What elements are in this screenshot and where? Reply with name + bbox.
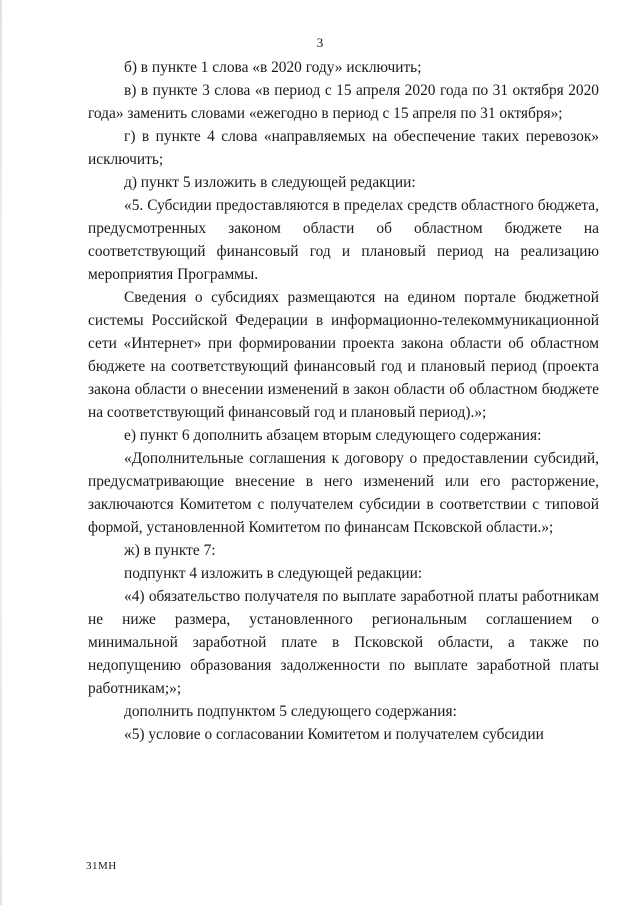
paragraph-additional-agreements: «Дополнительные соглашения к договору о предоставлении субсидий, предусматривающие внесение в него изменений или его расторжение, заключаются Комитетом с получателем субсидии в соответствии с типовой формой, установленной Комитетом по финансам Псковской области.»;: [88, 450, 599, 536]
paragraph-subclause-5-intro: дополнить подпунктом 5 следующего содержания:: [124, 703, 457, 720]
document-body: [88, 56, 599, 746]
paragraph-subsidy-information: Сведения о субсидиях размещаются на едином портале бюджетной системы Российской Федерации в информационно-телекоммуникационной сети «Интернет» при формировании проекта закона области об областном бюджете на соответствующий финансовый год и плановый период (проекта закона области о внесении изменений в закон области об областном бюджете на соответствующий финансовый год и плановый период).»;: [88, 289, 599, 421]
paragraph-g: г) в пункте 4 слова «направляемых на обеспечение таких перевозок» исключить;: [88, 128, 599, 168]
page-number: 3: [316, 35, 324, 50]
paragraph-subsidy-clause-5: «5. Субсидии предоставляются в пределах средств областного бюджета, предусмотренных законом области об областном бюджете на соответствующий финансовый год и плановый период на реализацию мероприятия Программы.: [88, 197, 599, 283]
paragraph-e: е) пункт 6 дополнить абзацем вторым следующего содержания:: [124, 427, 542, 444]
scan-edge-shadow: [0, 0, 2, 905]
paragraph-b: б) в пункте 1 слова «в 2020 году» исключить;: [124, 59, 422, 76]
paragraph-subclause-5: «5) условие о согласовании Комитетом и получателем субсидии: [124, 726, 544, 743]
paragraph-subclause-4-intro: подпункт 4 изложить в следующей редакции:: [124, 565, 423, 582]
paragraph-subclause-4: «4) обязательство получателя по выплате заработной платы работникам не ниже размера, установленного региональным соглашением о минимальной заработной плате в Псковской области, а также по недопущению образования задолженности по выплате заработной платы работникам;»;: [88, 588, 599, 697]
footer-code: 31МН: [86, 860, 117, 872]
paragraph-zh: ж) в пункте 7:: [124, 542, 216, 559]
paragraph-v: в) в пункте 3 слова «в период с 15 апреля 2020 года по 31 октября 2020 года» заменить словами «ежегодно в период с 15 апреля по 31 октября»;: [88, 82, 599, 122]
paragraph-d: д) пункт 5 изложить в следующей редакции:: [124, 174, 416, 191]
